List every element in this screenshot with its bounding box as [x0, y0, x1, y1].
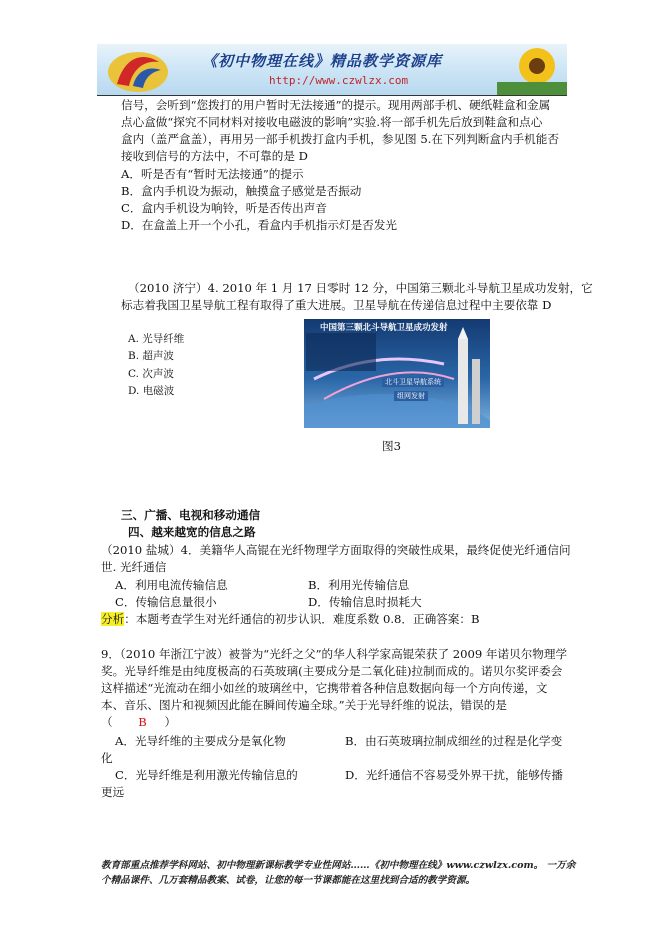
- footer-line: 个精品课件、几万套精品教案、试卷，让您的每一节课都能在这里找到合适的教学资源。: [101, 875, 476, 886]
- answer-open-paren: （: [101, 715, 113, 729]
- option-d: D. 电磁波: [128, 385, 175, 397]
- satellite-launch-figure: [304, 319, 490, 428]
- analysis-label: 分析: [101, 612, 125, 626]
- option-d: D．在盒盖上开一个小孔，看盒内手机指示灯是否发光: [121, 218, 397, 232]
- option-b: B. 超声波: [128, 350, 174, 362]
- option-b-cont: 化: [101, 751, 113, 765]
- option-a: A．听是否有“暂时无法接通”的提示: [121, 167, 304, 181]
- analysis-line: [101, 611, 479, 627]
- option-a: A．光导纤维的主要成分是氧化物: [115, 734, 286, 748]
- sunflower-decoration: [497, 44, 567, 96]
- question-line: 奖。光导纤维是由纯度极高的石英玻璃(主要成分是二氧化硅)拉制而成的。诺贝尔奖评委会: [101, 664, 563, 678]
- figure-headline: 中国第三颗北斗导航卫星成功发射: [320, 323, 448, 333]
- option-b: B．盒内手机设为振动，触摸盒子感觉是否振动: [121, 184, 362, 198]
- option-c: C．传输信息量很小: [115, 595, 217, 609]
- question-line: 本、音乐、图片和视频因此能在瞬间传遍全球。”关于光导纤维的说法，错误的是: [101, 698, 507, 712]
- section-heading: 四、越来越宽的信息之路: [128, 525, 256, 539]
- question-line: 世. 光纤通信: [101, 560, 167, 574]
- option-a: A．利用电流传输信息: [115, 578, 228, 592]
- analysis-text: ：本题考查学生对光纤通信的初步认识．难度系数 0.8．正确答案：B: [124, 612, 480, 626]
- figure-label: 北斗卫星导航系统: [382, 377, 444, 387]
- option-d: D．光纤通信不容易受外界干扰，能够传播: [345, 768, 563, 782]
- answer-value: B: [138, 715, 147, 729]
- paragraph-line: 信号，会听到“您拨打的用户暂时无法接通”的提示。现用两部手机、硬纸鞋盒和金属: [121, 98, 551, 112]
- site-banner: [97, 44, 567, 96]
- option-b: B．利用光传输信息: [308, 578, 410, 592]
- section-heading: 三、广播、电视和移动通信: [121, 508, 261, 522]
- option-c: C．光导纤维是利用激光传输信息的: [115, 768, 298, 782]
- option-d-cont: 更远: [101, 785, 125, 799]
- question-line: 这样描述“光流动在细小如丝的玻璃丝中，它携带着各种信息数据向每一个方向传递，文: [101, 681, 548, 695]
- paragraph-line: 盒内（盖严盒盖），再用另一部手机拨打盒内手机，参见图 5.在下列判断盒内手机能否: [121, 132, 559, 146]
- launch-illustration: [304, 319, 490, 428]
- answer-close-paren: ）: [164, 715, 177, 729]
- question-line: 9．（2010 年浙江宁波）被誉为“光纤之父”的华人科学家高锟荣获了 2009 年诺贝尔物理学: [101, 647, 568, 661]
- figure-caption: 图3: [382, 439, 401, 453]
- site-logo: [103, 46, 173, 94]
- option-c: C. 次声波: [128, 368, 174, 380]
- question-line: 标志着我国卫星导航工程有取得了重大进展。卫星导航在传递信息过程中主要依靠 D: [121, 298, 552, 312]
- option-c: C．盒内手机设为响铃，听是否传出声音: [121, 201, 327, 215]
- paragraph-line: 点心盒做“探究不同材料对接收电磁波的影响”实验.将一部手机先后放到鞋盒和点心: [121, 115, 543, 129]
- figure-label: 组网发射: [394, 391, 428, 401]
- header-divider: [97, 95, 567, 96]
- question-line: （2010 济宁）4. 2010 年 1 月 17 日零时 12 分，中国第三颗北斗导航卫星成功发射，它: [128, 281, 593, 295]
- paragraph-line: 接收到信号的方法中，不可靠的是 D: [121, 149, 308, 163]
- footer-line: 教育部重点推荐学科网站、初中物理新课标教学专业性网站……《初中物理在线》www.czwlzx.com。 一万余: [101, 860, 576, 871]
- option-a: A. 光导纤维: [128, 333, 185, 345]
- banner-title: 《初中物理在线》精品教学资源库: [202, 52, 443, 70]
- option-d: D．传输信息时损耗大: [308, 595, 422, 609]
- question-line: （2010 盐城）4．美籍华人高锟在光纤物理学方面取得的突破性成果，最终促使光纤通信问: [101, 543, 571, 557]
- banner-url[interactable]: http://www.czwlzx.com: [269, 74, 409, 87]
- answer-line: [101, 714, 176, 730]
- option-b: B．由石英玻璃拉制成细丝的过程是化学变: [345, 734, 563, 748]
